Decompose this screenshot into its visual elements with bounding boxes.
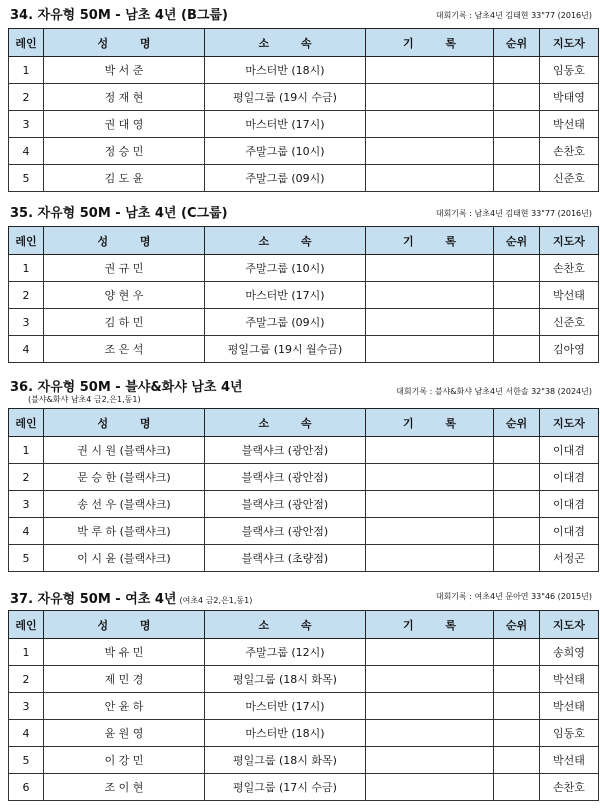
swimmer-name: 송 선 우 (블랙샤크) <box>44 491 205 518</box>
rank-cell <box>494 545 540 572</box>
meet-record: 대회기록 : 블샤&화샤 남초4년 서한솔 32"38 (2024년) <box>396 387 592 396</box>
swimmer-name: 이 시 윤 (블랙샤크) <box>44 545 205 572</box>
record-cell <box>366 747 494 774</box>
coach-cell: 신준호 <box>540 165 599 192</box>
name-header: 성 명 <box>44 409 205 437</box>
coach-cell: 손찬호 <box>540 255 599 282</box>
club-cell: 평일그룹 (18시 화목) <box>205 666 366 693</box>
rank-cell <box>494 747 540 774</box>
swimmer-name: 이 강 민 <box>44 747 205 774</box>
club-cell: 주말그룹 (09시) <box>205 165 366 192</box>
record-header: 기 록 <box>366 409 494 437</box>
lane-cell: 5 <box>9 747 44 774</box>
lane-cell: 5 <box>9 165 44 192</box>
header-row <box>9 611 599 639</box>
club-cell: 마스터반 (17시) <box>205 282 366 309</box>
coach-cell: 박선태 <box>540 282 599 309</box>
table-row <box>9 111 599 138</box>
event-header <box>8 582 592 610</box>
table-row <box>9 57 599 84</box>
record-cell <box>366 639 494 666</box>
club-cell: 주말그룹 (12시) <box>205 639 366 666</box>
swimmer-name: 박 유 민 <box>44 639 205 666</box>
event-35 <box>8 198 592 363</box>
table-row <box>9 491 599 518</box>
coach-header: 지도자 <box>540 29 599 57</box>
lane-cell: 2 <box>9 282 44 309</box>
rank-header: 순위 <box>494 611 540 639</box>
coach-cell: 김아영 <box>540 336 599 363</box>
coach-cell: 박선태 <box>540 747 599 774</box>
swimmer-name: 양 현 우 <box>44 282 205 309</box>
coach-cell: 박선태 <box>540 693 599 720</box>
event-header <box>8 0 592 28</box>
heat-table <box>8 610 599 801</box>
coach-cell: 이대겸 <box>540 491 599 518</box>
rank-cell <box>494 282 540 309</box>
rank-cell <box>494 111 540 138</box>
swimmer-name: 권 대 영 <box>44 111 205 138</box>
swimmer-name: 정 재 현 <box>44 84 205 111</box>
coach-cell: 손찬호 <box>540 774 599 801</box>
table-row <box>9 639 599 666</box>
table-row <box>9 138 599 165</box>
record-cell <box>366 518 494 545</box>
coach-cell: 박선태 <box>540 111 599 138</box>
record-cell <box>366 666 494 693</box>
lane-cell: 3 <box>9 491 44 518</box>
swimmer-name: 김 하 민 <box>44 309 205 336</box>
rank-cell <box>494 666 540 693</box>
meet-record: 대회기록 : 남초4년 김태현 33"77 (2016년) <box>435 209 592 218</box>
record-cell <box>366 491 494 518</box>
swimmer-name: 제 민 경 <box>44 666 205 693</box>
lane-cell: 4 <box>9 720 44 747</box>
name-header: 성 명 <box>44 227 205 255</box>
heat-table <box>8 28 599 192</box>
rank-cell <box>494 336 540 363</box>
rank-cell <box>494 255 540 282</box>
table-row <box>9 336 599 363</box>
record-cell <box>366 720 494 747</box>
swimmer-name: 안 윤 하 <box>44 693 205 720</box>
club-header: 소 속 <box>205 29 366 57</box>
club-header: 소 속 <box>205 611 366 639</box>
coach-cell: 서정곤 <box>540 545 599 572</box>
club-cell: 평일그룹 (19시 수금) <box>205 84 366 111</box>
lane-cell: 2 <box>9 666 44 693</box>
rank-header: 순위 <box>494 409 540 437</box>
swimmer-name: 김 도 윤 <box>44 165 205 192</box>
club-header: 소 속 <box>205 227 366 255</box>
lane-cell: 2 <box>9 464 44 491</box>
header-row <box>9 227 599 255</box>
coach-cell: 신준호 <box>540 309 599 336</box>
swimmer-name: 박 서 준 <box>44 57 205 84</box>
event-36 <box>8 370 592 572</box>
swimmer-name: 윤 원 영 <box>44 720 205 747</box>
event-37 <box>8 582 592 801</box>
club-cell: 평일그룹 (19시 월수금) <box>205 336 366 363</box>
table-row <box>9 255 599 282</box>
club-cell: 주말그룹 (10시) <box>205 138 366 165</box>
record-cell <box>366 774 494 801</box>
club-cell: 블랙샤크 (광안점) <box>205 437 366 464</box>
rank-cell <box>494 774 540 801</box>
header-row <box>9 409 599 437</box>
lane-header: 레인 <box>9 227 44 255</box>
lane-header: 레인 <box>9 611 44 639</box>
swimmer-name: 박 루 하 (블랙샤크) <box>44 518 205 545</box>
lane-cell: 1 <box>9 57 44 84</box>
swimmer-name: 조 은 석 <box>44 336 205 363</box>
table-row <box>9 165 599 192</box>
club-cell: 평일그룹 (18시 화목) <box>205 747 366 774</box>
heat-table <box>8 226 599 363</box>
rank-cell <box>494 693 540 720</box>
event-subtitle: (블샤&화샤 남초4 금2,은1,동1) <box>28 395 141 404</box>
record-cell <box>366 111 494 138</box>
record-cell <box>366 138 494 165</box>
record-cell <box>366 464 494 491</box>
record-header: 기 록 <box>366 29 494 57</box>
meet-record: 대회기록 : 여초4년 문아연 33"46 (2015년) <box>435 592 592 601</box>
event-title: 35. 자유형 50M - 남초 4년 (C그룹) <box>10 206 228 221</box>
record-cell <box>366 57 494 84</box>
record-cell <box>366 545 494 572</box>
rank-header: 순위 <box>494 227 540 255</box>
club-cell: 주말그룹 (10시) <box>205 255 366 282</box>
event-note: (여초4 금2,은1,동1) <box>179 596 253 605</box>
rank-cell <box>494 720 540 747</box>
lane-header: 레인 <box>9 29 44 57</box>
event-title: 37. 자유형 50M - 여초 4년 (여초4 금2,은1,동1) <box>10 592 253 607</box>
club-cell: 마스터반 (17시) <box>205 111 366 138</box>
record-cell <box>366 336 494 363</box>
coach-cell: 이대겸 <box>540 464 599 491</box>
record-cell <box>366 309 494 336</box>
rank-cell <box>494 639 540 666</box>
club-cell: 마스터반 (18시) <box>205 720 366 747</box>
record-cell <box>366 165 494 192</box>
table-row <box>9 518 599 545</box>
name-header: 성 명 <box>44 29 205 57</box>
meet-record: 대회기록 : 남초4년 김태현 33"77 (2016년) <box>435 11 592 20</box>
rank-cell <box>494 57 540 84</box>
lane-cell: 3 <box>9 111 44 138</box>
swimmer-name: 권 규 민 <box>44 255 205 282</box>
club-cell: 마스터반 (17시) <box>205 693 366 720</box>
coach-cell: 송희영 <box>540 639 599 666</box>
lane-cell: 1 <box>9 255 44 282</box>
rank-cell <box>494 84 540 111</box>
table-row <box>9 282 599 309</box>
lane-cell: 4 <box>9 518 44 545</box>
rank-header: 순위 <box>494 29 540 57</box>
rank-cell <box>494 138 540 165</box>
record-cell <box>366 437 494 464</box>
lane-cell: 4 <box>9 336 44 363</box>
club-header: 소 속 <box>205 409 366 437</box>
name-header: 성 명 <box>44 611 205 639</box>
club-cell: 블랙샤크 (광안점) <box>205 464 366 491</box>
swimmer-name: 조 이 현 <box>44 774 205 801</box>
lane-cell: 4 <box>9 138 44 165</box>
club-cell: 마스터반 (18시) <box>205 57 366 84</box>
lane-cell: 1 <box>9 639 44 666</box>
table-row <box>9 666 599 693</box>
table-row <box>9 693 599 720</box>
coach-header: 지도자 <box>540 409 599 437</box>
rank-cell <box>494 437 540 464</box>
coach-cell: 임동호 <box>540 57 599 84</box>
event-title: 34. 자유형 50M - 남초 4년 (B그룹) <box>10 8 228 23</box>
club-cell: 블랙샤크 (초량점) <box>205 545 366 572</box>
club-cell: 주말그룹 (09시) <box>205 309 366 336</box>
header-row <box>9 29 599 57</box>
table-row <box>9 309 599 336</box>
lane-cell: 6 <box>9 774 44 801</box>
record-cell <box>366 255 494 282</box>
table-row <box>9 720 599 747</box>
record-header: 기 록 <box>366 227 494 255</box>
coach-cell: 이대겸 <box>540 518 599 545</box>
record-cell <box>366 84 494 111</box>
club-cell: 블랙샤크 (광안점) <box>205 518 366 545</box>
rank-cell <box>494 309 540 336</box>
coach-header: 지도자 <box>540 611 599 639</box>
lane-cell: 3 <box>9 309 44 336</box>
event-header <box>8 370 592 408</box>
club-cell: 평일그룹 (17시 수금) <box>205 774 366 801</box>
lane-cell: 5 <box>9 545 44 572</box>
swimmer-name: 정 승 민 <box>44 138 205 165</box>
lane-cell: 1 <box>9 437 44 464</box>
event-34 <box>8 0 592 192</box>
coach-header: 지도자 <box>540 227 599 255</box>
event-header <box>8 198 592 226</box>
lane-header: 레인 <box>9 409 44 437</box>
event-title: 36. 자유형 50M - 블샤&화샤 남초 4년 <box>10 380 243 395</box>
club-cell: 블랙샤크 (광안점) <box>205 491 366 518</box>
table-row <box>9 437 599 464</box>
coach-cell: 임동호 <box>540 720 599 747</box>
table-row <box>9 774 599 801</box>
record-header: 기 록 <box>366 611 494 639</box>
lane-cell: 3 <box>9 693 44 720</box>
coach-cell: 이대겸 <box>540 437 599 464</box>
heat-table <box>8 408 599 572</box>
coach-cell: 박선태 <box>540 666 599 693</box>
rank-cell <box>494 165 540 192</box>
rank-cell <box>494 518 540 545</box>
table-row <box>9 545 599 572</box>
swimmer-name: 권 시 원 (블랙샤크) <box>44 437 205 464</box>
rank-cell <box>494 464 540 491</box>
table-row <box>9 747 599 774</box>
swimmer-name: 문 승 한 (블랙샤크) <box>44 464 205 491</box>
table-row <box>9 464 599 491</box>
table-row <box>9 84 599 111</box>
record-cell <box>366 282 494 309</box>
coach-cell: 박태영 <box>540 84 599 111</box>
coach-cell: 손찬호 <box>540 138 599 165</box>
record-cell <box>366 693 494 720</box>
rank-cell <box>494 491 540 518</box>
lane-cell: 2 <box>9 84 44 111</box>
